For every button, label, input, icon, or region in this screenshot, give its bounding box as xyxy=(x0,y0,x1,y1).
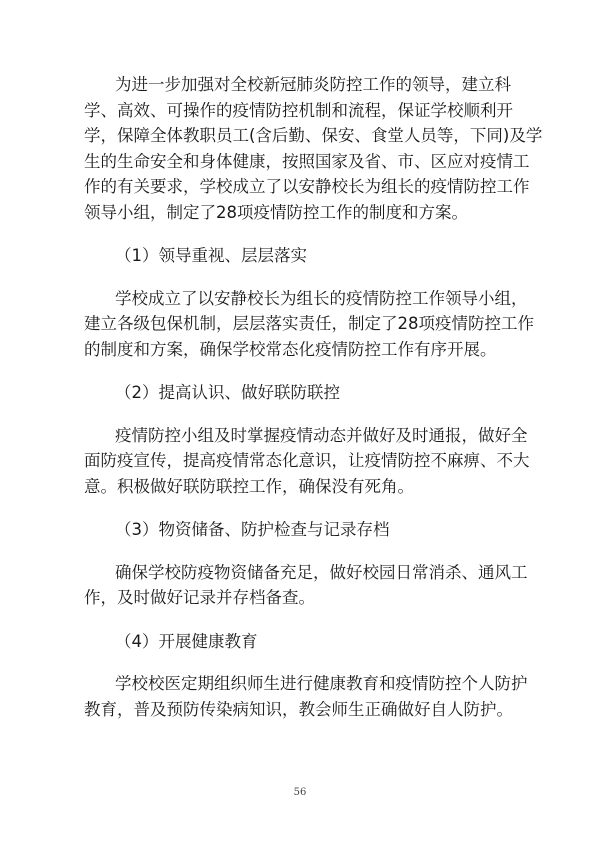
section-line: 建立各级包保机制，层层落实责任，制定了28项疫情防控工作 xyxy=(84,314,534,333)
section-line: 作，及时做好记录并存档备查。 xyxy=(84,588,315,607)
section-line: 学校成立了以安静校长为组长的疫情防控工作领导小组， xyxy=(115,288,528,308)
section-paragraph xyxy=(84,560,528,611)
section-heading: （4）开展健康教育 xyxy=(115,631,258,651)
section-paragraph xyxy=(84,423,530,500)
intro-line: 作的有关要求，学校成立了以安静校长为组长的疫情防控工作 xyxy=(84,177,530,196)
intro-line: 生的生命安全和身体健康，按照国家及省、市、区应对疫情工 xyxy=(84,151,530,171)
intro-line: 学、高效、可操作的疫情防控机制和流程，保证学校顺利开 xyxy=(84,100,513,120)
section-line: 教育，普及预防传染病知识，教会师生正确做好自人防护。 xyxy=(84,699,513,719)
intro-line: 学，保障全体教职员工(含后勤、保安、食堂人员等，下同)及学 xyxy=(84,126,543,145)
intro-paragraph xyxy=(84,72,543,225)
section-line: 确保学校防疫物资储备充足，做好校园日常消杀、通风工 xyxy=(115,562,528,582)
section-line: 面防疫宣传，提高疫情常态化意识，让疫情防控不麻痹、不大 xyxy=(84,451,530,470)
document-body xyxy=(84,72,543,722)
section-heading: （1）领导重视、层层落实 xyxy=(115,246,307,265)
section-line: 意。积极做好联防联控工作，确保没有死角。 xyxy=(84,476,414,496)
section-line: 疫情防控小组及时掌握疫情动态并做好及时通报，做好全 xyxy=(115,425,528,445)
section-line: 学校校医定期组织师生进行健康教育和疫情防控个人防护 xyxy=(115,674,528,693)
section-heading: （2）提高认识、做好联防联控 xyxy=(115,383,340,402)
section-line: 的制度和方案，确保学校常态化疫情防控工作有序开展。 xyxy=(84,339,497,359)
section-heading: （3）物资储备、防护检查与记录存档 xyxy=(115,520,390,539)
intro-line: 为进一步加强对全校新冠肺炎防控工作的领导，建立科 xyxy=(115,75,511,94)
intro-line: 领导小组，制定了28项疫情防控工作的制度和方案。 xyxy=(84,202,468,222)
page-number: 56 xyxy=(293,787,307,798)
section-paragraph xyxy=(84,286,534,363)
section-paragraph xyxy=(84,671,528,722)
